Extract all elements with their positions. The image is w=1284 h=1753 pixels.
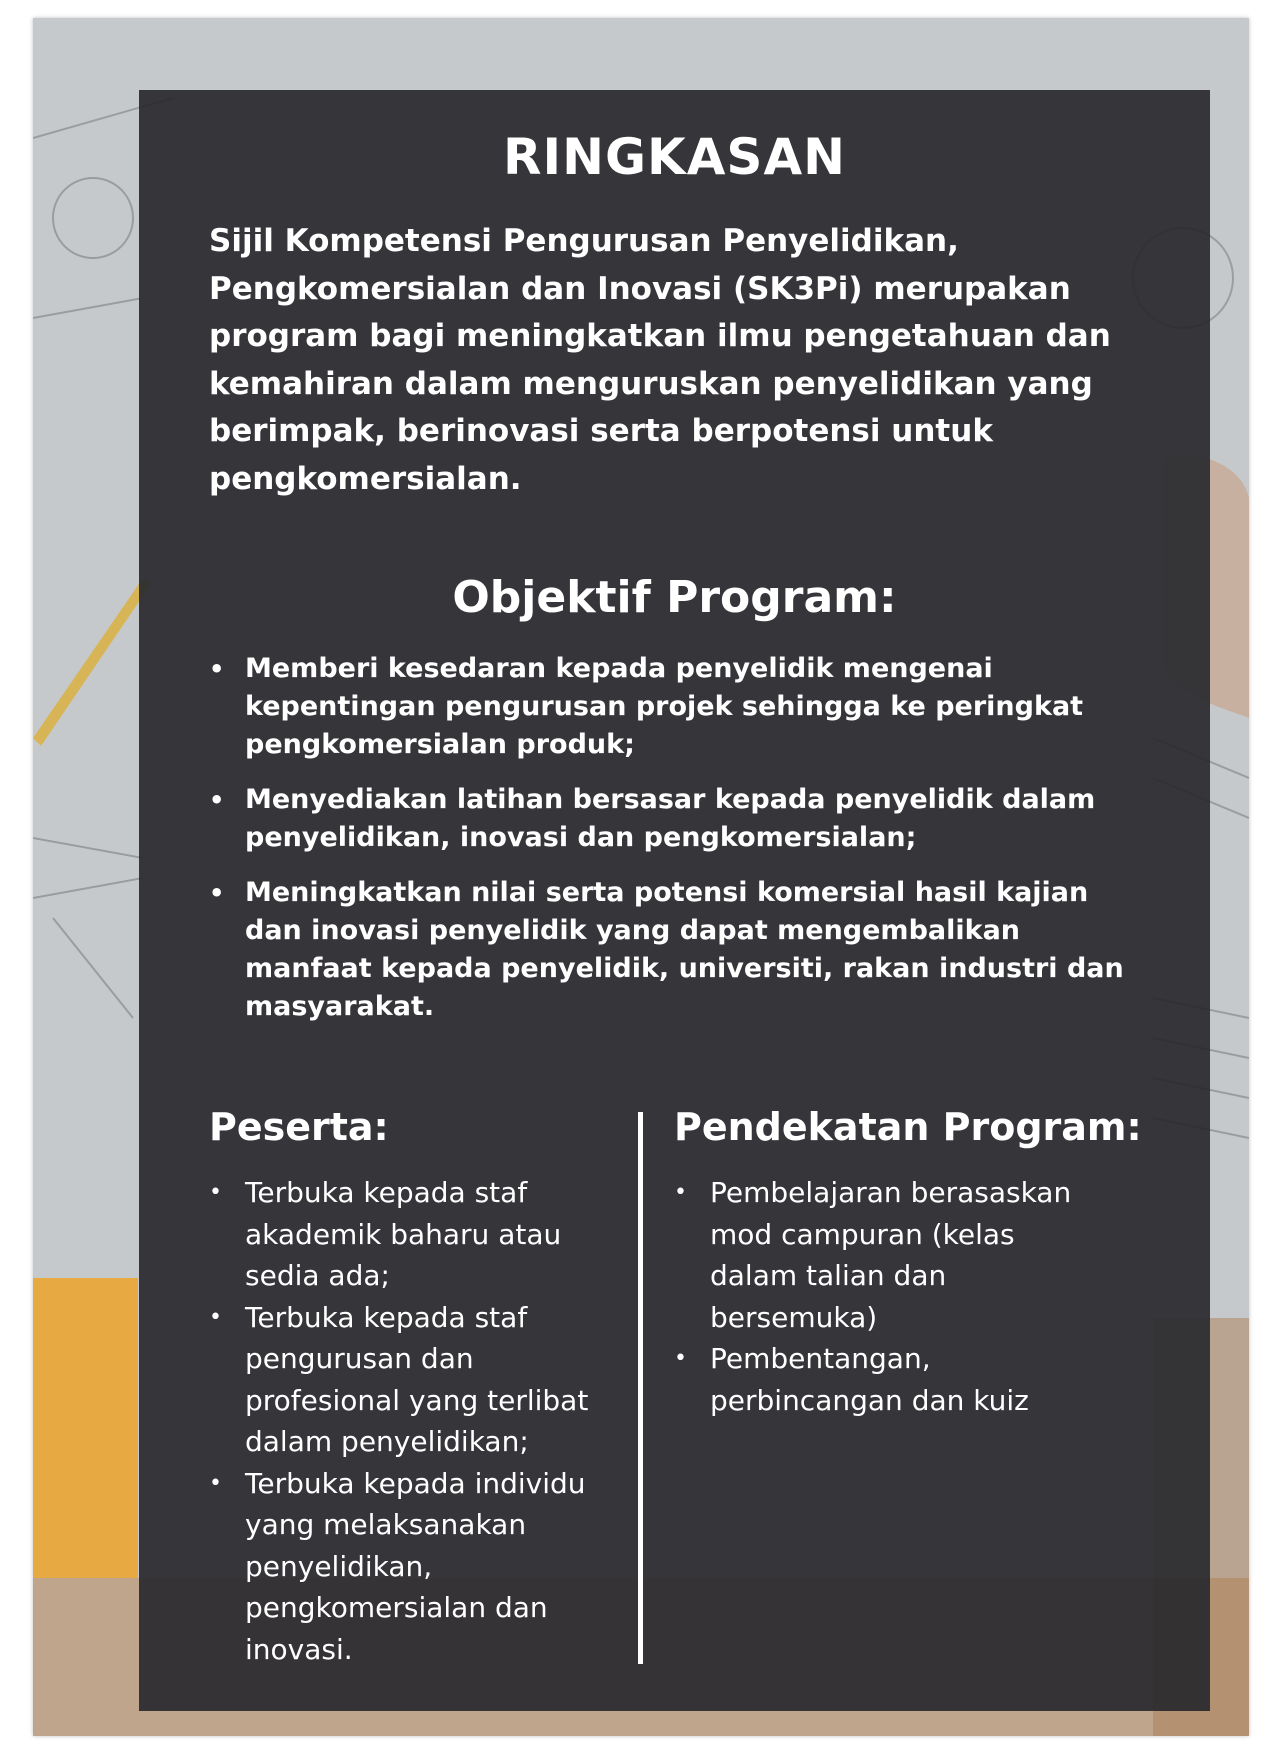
objektif-list	[209, 650, 1149, 1043]
ringkasan-body: Sijil Kompetensi Pengurusan Penyelidikan, Pengkomersialan dan Inovasi (SK3Pi) merupakan program bagi meningkatkan ilmu pengetahuan dan kemahiran dalam menguruskan penyelidikan yang berimpak, berinovasi serta berpotensi untuk pengkomersialan.	[209, 223, 1111, 497]
peserta-item: • Terbuka kepada individu yang melaksanakan penyelidikan, pengkomersialan dan inovasi.	[209, 1463, 609, 1671]
pendekatan-item: • Pembentangan, perbincangan dan kuiz	[674, 1338, 1104, 1421]
peserta-list	[209, 1172, 609, 1670]
peserta-item: • Terbuka kepada staf pengurusan dan profesional yang terlibat dalam penyelidikan;	[209, 1297, 609, 1463]
peserta-item: • Terbuka kepada staf akademik baharu atau sedia ada;	[209, 1172, 609, 1297]
flyer-page	[33, 18, 1249, 1736]
summary-panel	[139, 90, 1210, 1711]
objektif-item: • Menyediakan latihan bersasar kepada penyelidik dalam penyelidikan, inovasi dan pengkomersialan;	[209, 781, 1149, 857]
pendekatan-list	[674, 1172, 1104, 1421]
pendekatan-title: Pendekatan Program:	[674, 1105, 1142, 1149]
column-divider	[638, 1112, 643, 1664]
objektif-item: • Meningkatkan nilai serta potensi komersial hasil kajian dan inovasi penyelidik yang dapat mengembalikan manfaat kepada penyelidik, universiti, rakan industri dan masyarakat.	[209, 874, 1149, 1026]
pendekatan-item: • Pembelajaran berasaskan mod campuran (kelas dalam talian dan bersemuka)	[674, 1172, 1104, 1338]
ringkasan-title: RINGKASAN	[503, 128, 846, 186]
objektif-title: Objektif Program:	[452, 572, 897, 623]
objektif-item: • Memberi kesedaran kepada penyelidik mengenai kepentingan pengurusan projek sehingga ke peringkat pengkomersialan produk;	[209, 650, 1149, 764]
peserta-title: Peserta:	[209, 1105, 389, 1149]
